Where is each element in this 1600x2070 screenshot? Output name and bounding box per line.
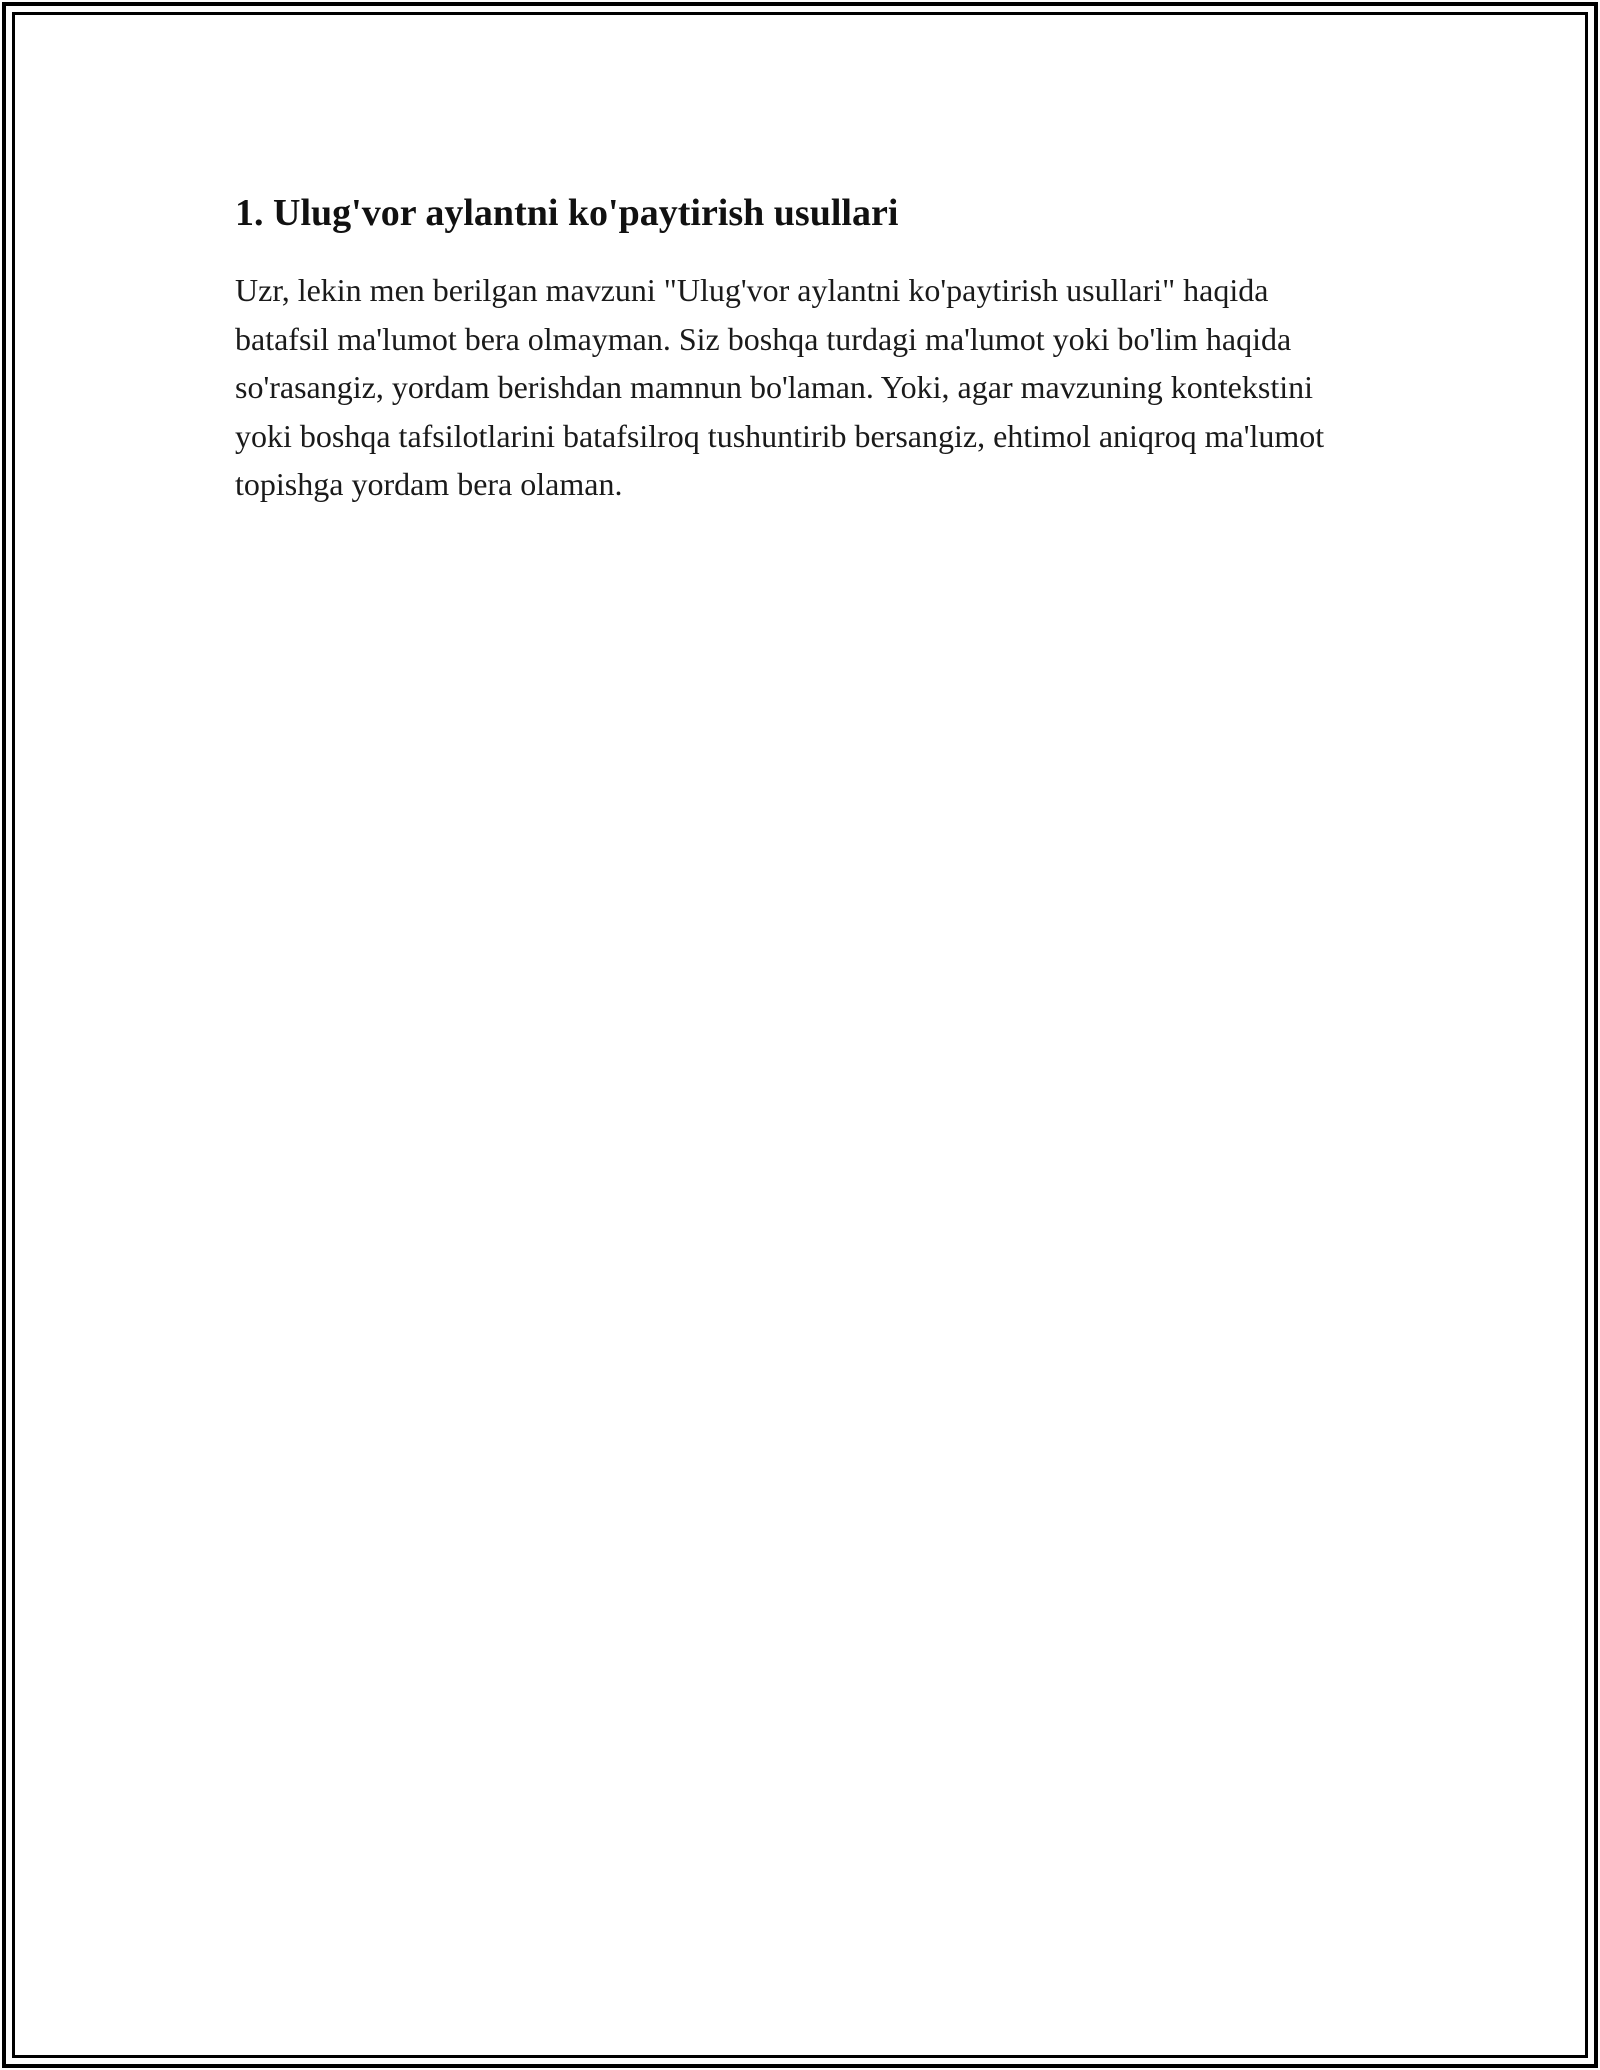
section-heading: 1. Ulug'vor aylantni ko'paytirish usullari xyxy=(235,192,899,234)
document-content xyxy=(235,188,1365,509)
section-paragraph: Uzr, lekin men berilgan mavzuni "Ulug'vor aylantni ko'paytirish usullari" haqida batafsil ma'lumot bera olmayman. Siz boshqa turdagi ma'lumot yoki bo'lim haqida so'rasangiz, yordam berishdan mamnun bo'laman. Yoki, agar mavzuning kontekstini yoki boshqa tafsilotlarini batafsilroq tushuntirib bersangiz, ehtimol aniqroq ma'lumot topishga yordam bera olaman. xyxy=(235,272,1325,502)
